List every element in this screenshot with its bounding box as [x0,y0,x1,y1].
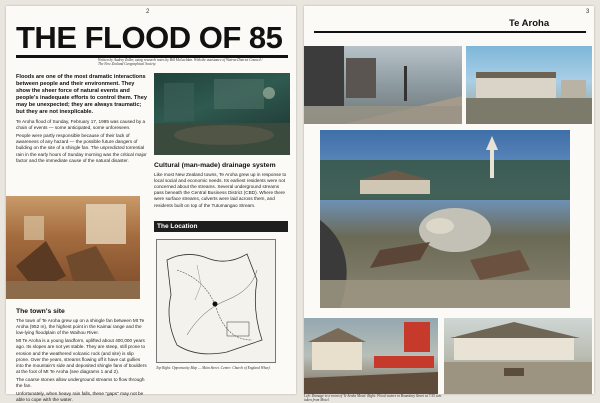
right-page [304,6,594,403]
drainage-text: Like most New Zealand towns, Te Aroha grew up in response to local social and economic needs. Its earliest residents were not concerned about the streams. Several underground streams pass beneath the Central Business District (CBD). Where there were surface streams, culverts were laid across them, and residents built on top of the Tutumangao Stream. [154,172,287,208]
flooded-building-photo [466,46,592,124]
page-number-right: 3 [586,9,590,15]
body-paragraph: The coarse stones allow underground streams to flow through the fan. [16,376,145,389]
body-paragraph: Unfortunately, when heavy rain falls, these "gaps" may not be able to cope with the water. [16,391,144,403]
location-heading: The Location [154,221,288,232]
flood-interior-photo-graphic [154,73,290,155]
location-map-icon [157,240,275,362]
house-flood-photo-graphic [444,318,592,394]
article-title: THE FLOOD OF 85 [16,20,283,55]
body-paragraph: Te Aroha flood of Sunday, February 17, 1985 was caused by a chain of events — some anticipated, some unforeseen. [16,119,146,131]
street-flood-photo [304,46,462,124]
motel-flood-photo-graphic [304,318,438,394]
drainage-heading: Cultural (man-made) drainage system [154,162,276,169]
intro-body [16,119,148,164]
body-paragraph: Mt Te Aroha is a young landform, uplifted about 400,000 years ago. Its slopes are not yet stable. They are steep, still prone to erosion and the weathered volcanic rock (and site) is slip prone. Over the years, streams flowing off it have cut gullies into the mountain's side and deposited shingle fans of boulders at the foot of Mt Te Aroha (see diagrams 1 and 2). [16,338,147,374]
body-paragraph: The town of Te Aroha grew up on a shingle fan between Mt Te Aroha (952 m), the highest point in the Kaimai range and the low-lying floodplain of the Waihou River. [16,318,145,336]
street-flood-photo-graphic [304,46,462,124]
flooded-building-photo-graphic [466,46,592,124]
house-flood-photo [444,318,592,394]
intro-text: Floods are one of the most dramatic interactions between people and their environment. They show the sheer force of natural events and people's inadequate efforts to control them. They may be unexpected; they are always traumatic; but they are not inexplicable. [16,74,147,115]
photo-caption: Left: Damage to a room of Te Aroha Motel. Right: Flood waters in Boundary Street at 7.55 a.m. taken from Motel. [304,394,443,403]
town-site-heading: The town's site [16,308,65,315]
flood-interior-photo [154,73,290,155]
body-paragraph: People were partly responsible because of their lack of awareness of any hazard — the possible future dangers of building on the site of a shingle fan. The unpredicted torrential rain in the early hours of Sunday morning was the critical major factor and the immediate cause of the natural disaster. [16,133,147,163]
damaged-room-photo [6,196,140,299]
left-page [6,6,296,403]
debris-field-photo [320,130,570,308]
page-number-left: 2 [146,9,150,15]
article-credit: Written by Audrey Zoller, using research notes by Bill McLachlan. With the assistance of Wairoa District Council / The New Zealand Geographical Society. [98,58,263,67]
damaged-room-photo-graphic [6,196,140,299]
town-site-text [16,318,148,403]
section-title: Te Aroha [509,18,550,29]
motel-flood-photo [304,318,438,394]
map-caption: Top Right: Opportunity Map — Main Street. Centre: Church of England Wharf. [156,366,271,370]
debris-field-photo-graphic [320,130,570,308]
section-rule [314,31,586,33]
location-map [156,239,276,363]
